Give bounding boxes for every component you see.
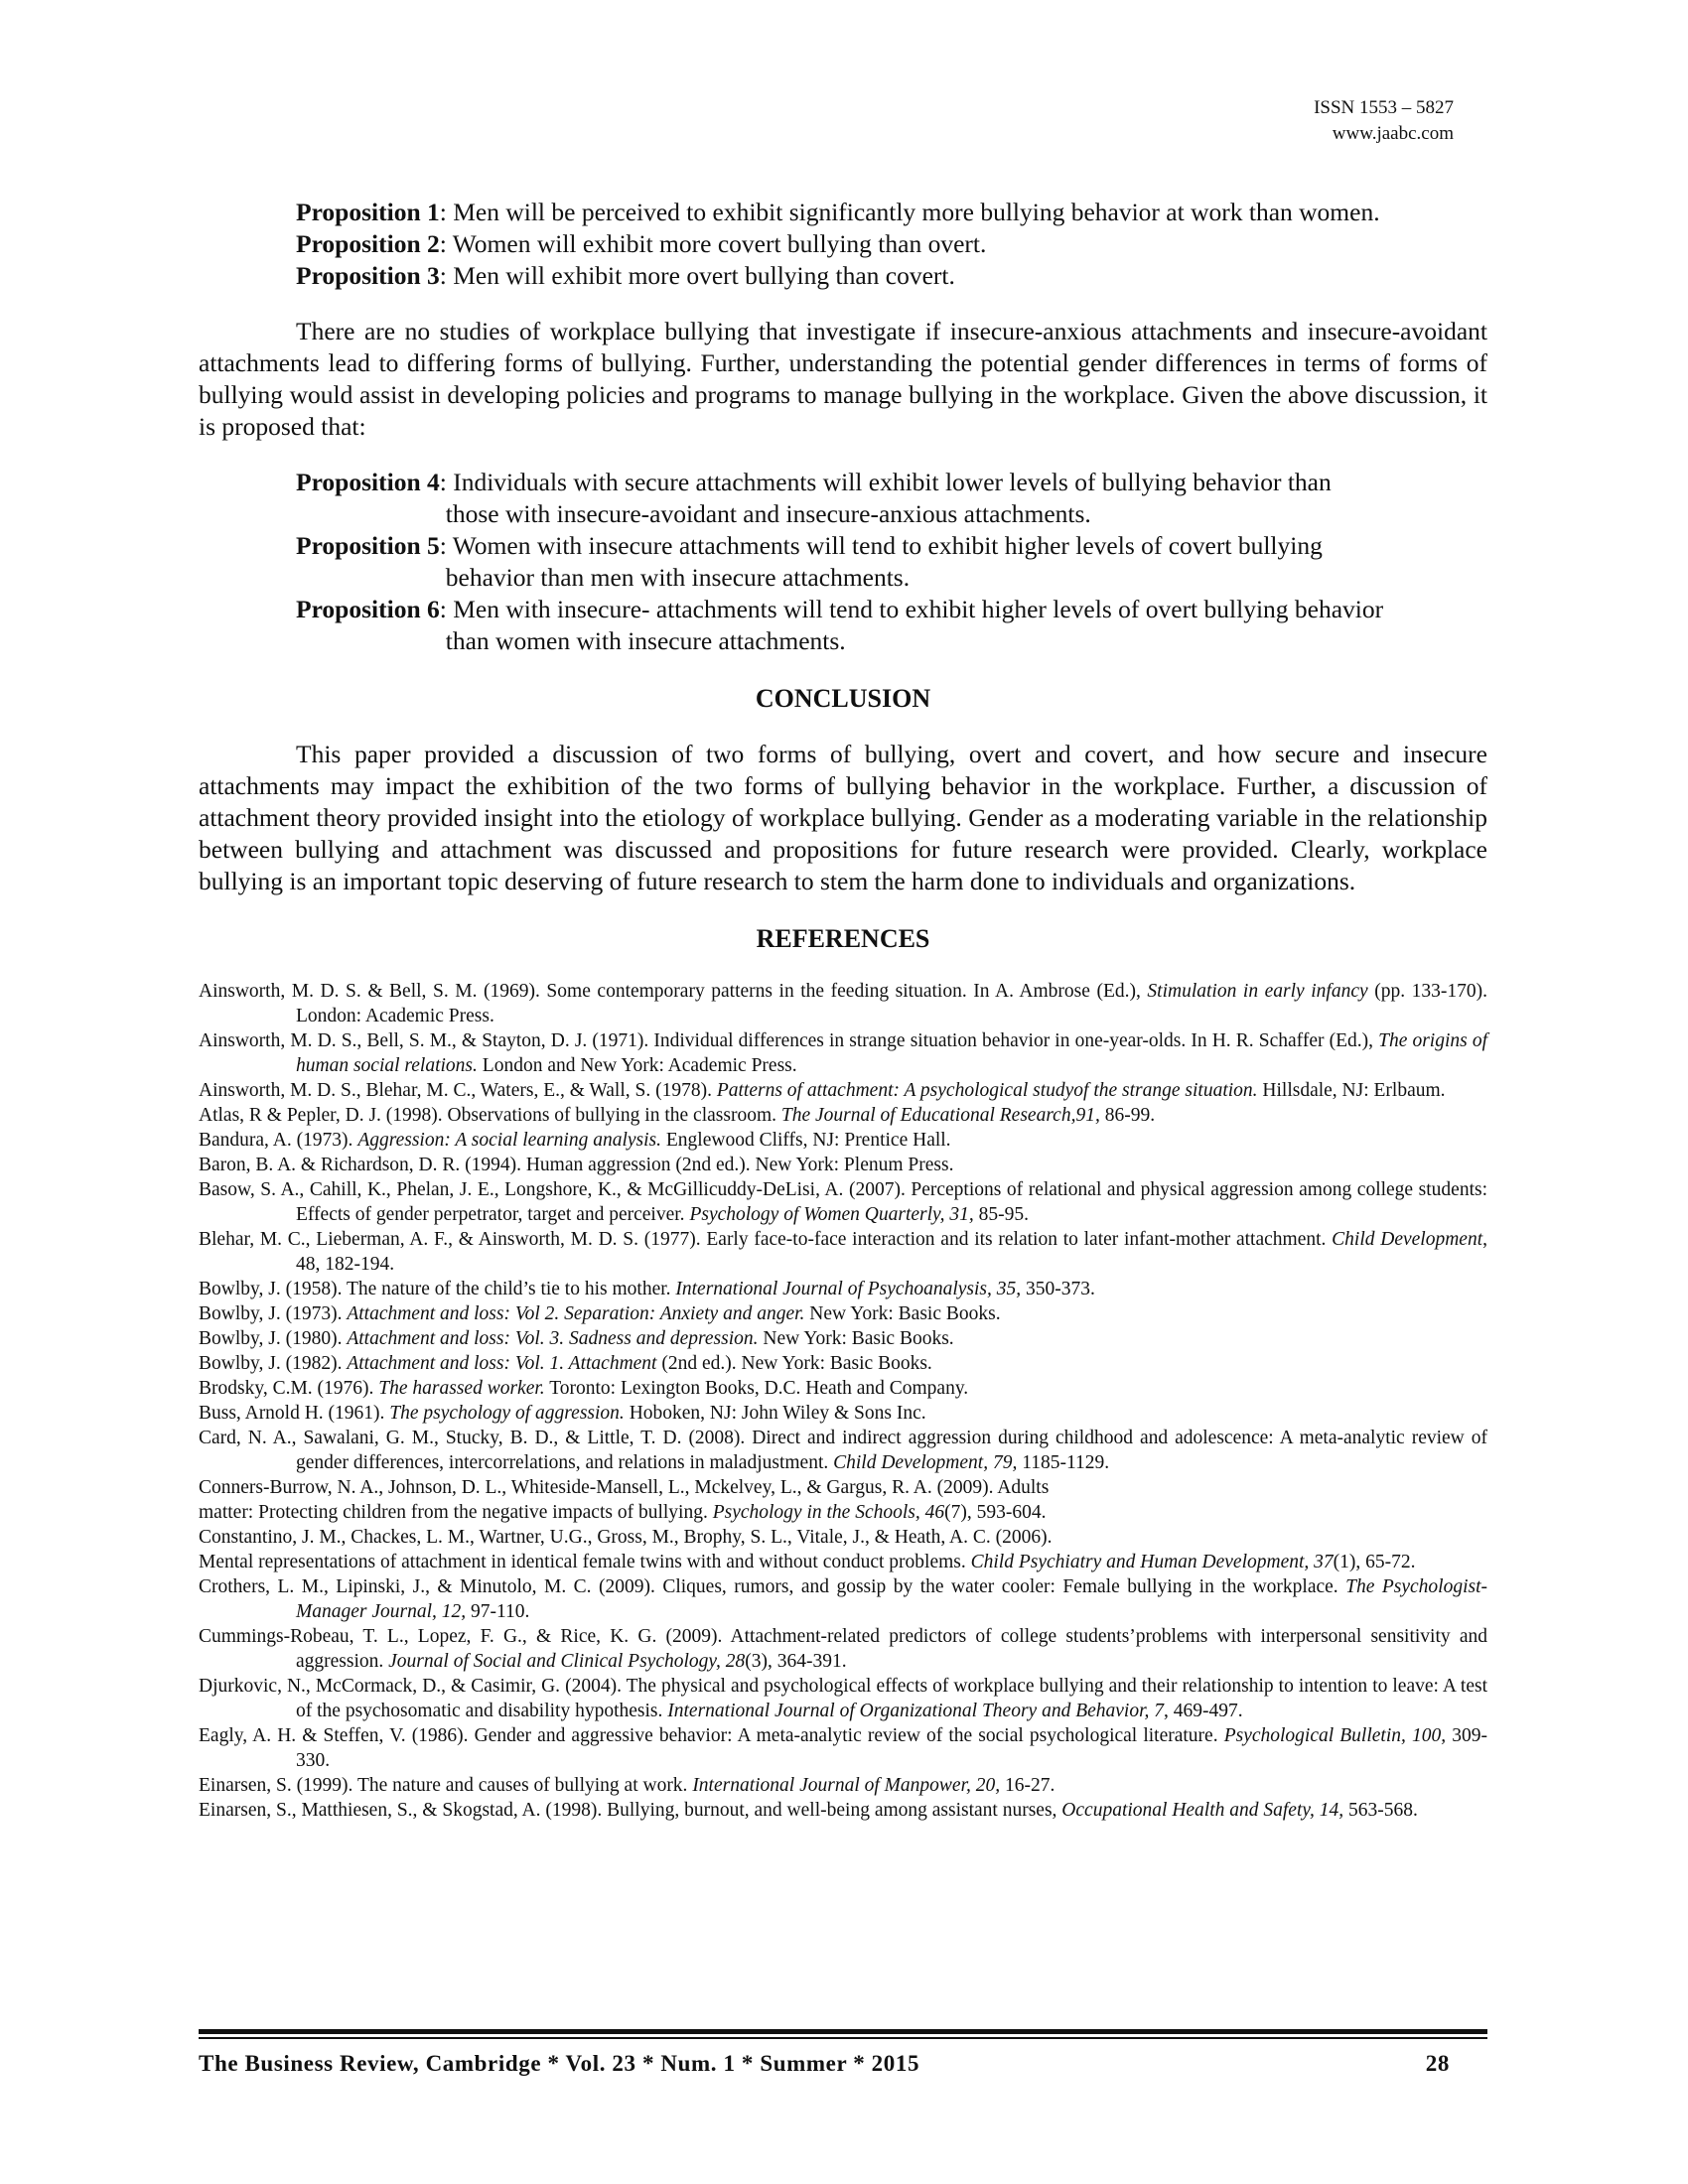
reference-tail: Englewood Cliffs, NJ: Prentice Hall. (661, 1130, 951, 1151)
reference-text: Bowlby, J. (1982). (199, 1353, 348, 1374)
reference-source-title: Psychology of Women Quarterly, 31, (689, 1204, 974, 1225)
footer-rule-thick (199, 2029, 1487, 2034)
reference-tail: Toronto: Lexington Books, D.C. Heath and Company. (544, 1378, 969, 1399)
reference-tail: , 48, 182-194. (296, 1229, 1487, 1275)
proposition-1 (296, 197, 1487, 228)
reference-entry (199, 1078, 1487, 1103)
reference-entry (199, 1426, 1487, 1475)
page-footer (199, 2051, 1450, 2077)
reference-tail: (1), 65-72. (1333, 1552, 1416, 1572)
reference-text: Blehar, M. C., Lieberman, A. F., & Ainsworth, M. D. S. (1977). Early face-to-face interaction and its relation to later infant-mother attachment. (199, 1229, 1333, 1250)
reference-entry (199, 1574, 1487, 1624)
reference-tail: 350-373. (1021, 1279, 1095, 1299)
proposition-continuation: those with insecure-avoidant and insecure-anxious attachments. (445, 499, 1091, 528)
proposition-text: : Individuals with secure attachments will exhibit lower levels of bullying behavior than (439, 468, 1332, 496)
reference-tail: 16-27. (1000, 1775, 1055, 1796)
reference-text: Ainsworth, M. D. S. & Bell, S. M. (1969). Some contemporary patterns in the feeding situation. In A. Ambrose (Ed.), (199, 981, 1148, 1002)
reference-tail: 86-99. (1099, 1105, 1156, 1126)
reference-tail: (3), 364-391. (745, 1651, 847, 1672)
reference-text: Einarsen, S., Matthiesen, S., & Skogstad, A. (1998). Bullying, burnout, and well-being among assistant nurses, (199, 1800, 1062, 1821)
reference-text: Atlas, R & Pepler, D. J. (1998). Observations of bullying in the classroom. (199, 1105, 781, 1126)
proposition-label: Proposition 3 (296, 261, 440, 290)
conclusion-paragraph: This paper provided a discussion of two forms of bullying, overt and covert, and how secure and insecure attachments may impact the exhibition of the two forms of bullying behavior in the workplace. Further, a discussion of attachment theory provided insight into the etiology of workplace bullying. Gender as a moderating variable in the relationship between bullying and attachment was discussed and propositions for future research were provided. Clearly, workplace bullying is an important topic deserving of future research to stem the harm done to individuals and organizations. (199, 740, 1487, 895)
proposition-2 (296, 228, 1487, 260)
proposition-text: : Women will exhibit more covert bullying than overt. (439, 229, 987, 258)
proposition-text: : Men will exhibit more overt bullying than covert. (439, 261, 955, 290)
reference-text: Djurkovic, N., McCormack, D., & Casimir, G. (2004). The physical and psychological effects of workplace bullying and their relationship to intention to leave: A test of the psychosomatic and disability hypothesis. (199, 1676, 1487, 1721)
reference-source-title: Aggression: A social learning analysis. (357, 1130, 661, 1151)
reference-tail: (2nd ed.). New York: Basic Books. (656, 1353, 932, 1374)
reference-tail: 97-110. (466, 1601, 530, 1622)
reference-entry (199, 1028, 1487, 1078)
reference-text: Cummings-Robeau, T. L., Lopez, F. G., & Rice, K. G. (2009). Attachment-related predictors of college students’problems with interpersonal sensitivity and aggression. (199, 1626, 1487, 1672)
reference-source-title: Patterns of attachment: A psychological studyof the strange situation. (716, 1080, 1258, 1101)
reference-text: Bowlby, J. (1980). (199, 1328, 348, 1349)
website-label: www.jaabc.com (1332, 123, 1454, 144)
reference-tail: London and New York: Academic Press. (477, 1055, 797, 1076)
reference-text: Brodsky, C.M. (1976). (199, 1378, 379, 1399)
reference-tail: 309-330. (296, 1725, 1487, 1771)
reference-entry (199, 1624, 1487, 1674)
reference-tail: New York: Basic Books. (758, 1328, 954, 1349)
proposition-label: Proposition 4 (296, 468, 440, 496)
reference-entry (199, 1277, 1487, 1301)
reference-tail: , 469-497. (1164, 1701, 1243, 1721)
proposition-label: Proposition 1 (296, 198, 440, 226)
proposition-text: : Men will be perceived to exhibit significantly more bullying behavior at work than women. (439, 198, 1380, 226)
proposition-text: : Women with insecure attachments will tend to exhibit higher levels of covert bullying (439, 531, 1323, 560)
reference-source-title: Occupational Health and Safety, 14, (1061, 1800, 1344, 1821)
reference-source-title: Child Development, 79, (833, 1452, 1018, 1473)
reference-source-title: Psychological Bulletin, 100, (1223, 1725, 1447, 1746)
proposition-label: Proposition 2 (296, 229, 440, 258)
reference-entry (199, 1376, 1487, 1401)
reference-tail: (pp. 133-170). London: Academic Press. (296, 981, 1487, 1026)
reference-text: Conners-Burrow, N. A., Johnson, D. L., Whiteside-Mansell, L., Mckelvey, L., & Gargus, R. A. (2009). Adults (199, 1477, 1050, 1498)
reference-text: Einarsen, S. (1999). The nature and causes of bullying at work. (199, 1775, 693, 1796)
reference-source-title: Child Psychiatry and Human Development, 37 (970, 1552, 1334, 1572)
reference-entry (199, 1301, 1487, 1326)
reference-entry (199, 1351, 1487, 1376)
reference-tail: New York: Basic Books. (804, 1303, 1001, 1324)
reference-entry (199, 1674, 1487, 1723)
reference-text: Eagly, A. H. & Steffen, V. (1986). Gender and aggressive behavior: A meta-analytic review of the social psychological literature. (199, 1725, 1224, 1746)
proposition-label: Proposition 6 (296, 595, 440, 623)
reference-source-title: The harassed worker. (378, 1378, 545, 1399)
references-heading: REFERENCES (756, 924, 930, 953)
reference-tail: 1185-1129. (1017, 1452, 1110, 1473)
reference-entry (199, 1525, 1487, 1550)
proposition-text: : Men with insecure- attachments will tend to exhibit higher levels of overt bullying behavior (439, 595, 1384, 623)
reference-text: Mental representations of attachment in identical female twins with and without conduct problems. (199, 1552, 971, 1572)
reference-source-title: Stimulation in early infancy (1147, 981, 1368, 1002)
reference-text: Ainsworth, M. D. S., Bell, S. M., & Stayton, D. J. (1971). Individual differences in strange situation behavior in one-year-olds. In H. R. Schaffer (Ed.), (199, 1030, 1379, 1051)
page-header (1314, 95, 1454, 147)
reference-text: Constantino, J. M., Chackes, L. M., Wartner, U.G., Gross, M., Brophy, S. L., Vitale, J., & Heath, A. C. (2006). (199, 1527, 1053, 1548)
reference-text: matter: Protecting children from the negative impacts of bullying. (199, 1502, 713, 1523)
reference-entry (199, 1798, 1487, 1823)
reference-entry (199, 1103, 1487, 1128)
footer-rule-thin (199, 2037, 1487, 2039)
reference-entry (199, 1326, 1487, 1351)
reference-tail: (7), 593-604. (944, 1502, 1047, 1523)
reference-text: Bandura, A. (1973). (199, 1130, 358, 1151)
body-paragraph: There are no studies of workplace bullying that investigate if insecure-anxious attachments and insecure-avoidant attachments lead to differing forms of bullying. Further, understanding the potential gender differences in terms of forms of bullying would assist in developing policies and programs to manage bullying in the workplace. Given the above discussion, it is proposed that: (199, 317, 1487, 441)
reference-text: Baron, B. A. & Richardson, D. R. (1994). Human aggression (2nd ed.). New York: Plenum Press. (199, 1155, 954, 1175)
reference-source-title: Attachment and loss: Vol. 1. Attachment (347, 1353, 657, 1374)
reference-text: Bowlby, J. (1958). The nature of the child’s tie to his mother. (199, 1279, 676, 1299)
reference-source-title: Child Development (1332, 1229, 1483, 1250)
references-list (199, 979, 1487, 1823)
reference-source-title: Journal of Social and Clinical Psychology, 28 (388, 1651, 746, 1672)
reference-source-title: International Journal of Organizational Theory and Behavior, 7 (667, 1701, 1165, 1721)
proposition-continuation: than women with insecure attachments. (445, 626, 846, 655)
proposition-4 (296, 467, 1487, 530)
reference-entry (199, 1475, 1487, 1500)
reference-text: Buss, Arnold H. (1961). (199, 1403, 390, 1424)
reference-tail: 563-568. (1343, 1800, 1418, 1821)
proposition-3 (296, 260, 1487, 292)
reference-entry (199, 1227, 1487, 1277)
issn-label: ISSN 1553 – 5827 (1314, 97, 1454, 118)
reference-entry (199, 1401, 1487, 1426)
reference-source-title: International Journal of Psychoanalysis, 35, (675, 1279, 1022, 1299)
proposition-label: Proposition 5 (296, 531, 440, 560)
reference-text: Crothers, L. M., Lipinski, J., & Minutolo, M. C. (2009). Cliques, rumors, and gossip by the water cooler: Female bullying in the workplace. (199, 1576, 1346, 1597)
reference-entry (199, 1177, 1487, 1227)
reference-entry (199, 1153, 1487, 1177)
reference-entry (199, 1500, 1487, 1525)
reference-source-title: Psychology in the Schools, 46 (712, 1502, 945, 1523)
reference-text: Ainsworth, M. D. S., Blehar, M. C., Waters, E., & Wall, S. (1978). (199, 1080, 717, 1101)
reference-tail: Hillsdale, NJ: Erlbaum. (1257, 1080, 1446, 1101)
propositions-group-2 (296, 467, 1487, 657)
page-number: 28 (1425, 2051, 1450, 2076)
reference-entry (199, 1550, 1487, 1574)
reference-source-title: Attachment and loss: Vol. 3. Sadness and depression. (347, 1328, 759, 1349)
reference-source-title: The origins of human social relations. (296, 1030, 1487, 1076)
journal-citation: The Business Review, Cambridge * Vol. 23 * Num. 1 * Summer * 2015 (199, 2051, 920, 2076)
proposition-6 (296, 594, 1487, 657)
conclusion-heading: CONCLUSION (755, 684, 931, 713)
reference-source-title: International Journal of Manpower, 20, (692, 1775, 1001, 1796)
proposition-5 (296, 530, 1487, 594)
reference-source-title: The psychology of aggression. (389, 1403, 625, 1424)
reference-entry (199, 1723, 1487, 1773)
reference-text: Basow, S. A., Cahill, K., Phelan, J. E., Longshore, K., & McGillicuddy-DeLisi, A. (2007). Perceptions of relational and physical aggression among college students: Effects of gender perpetrator, target and perceiver. (199, 1179, 1487, 1225)
reference-entry (199, 1128, 1487, 1153)
reference-tail: 85-95. (973, 1204, 1030, 1225)
reference-text: Card, N. A., Sawalani, G. M., Stucky, B. D., & Little, T. D. (2008). Direct and indirect aggression during childhood and adolescence: A meta-analytic review of gender differences, intercorrelations, and relations in maladjustment. (199, 1428, 1487, 1473)
proposition-continuation: behavior than men with insecure attachments. (445, 563, 911, 592)
reference-source-title: The Journal of Educational Research,91, (780, 1105, 1100, 1126)
reference-source-title: Attachment and loss: Vol 2. Separation: Anxiety and anger. (347, 1303, 805, 1324)
page-body (199, 197, 1487, 1823)
reference-entry (199, 979, 1487, 1028)
reference-entry (199, 1773, 1487, 1798)
reference-source-title: The Psychologist-Manager Journal, 12, (296, 1576, 1487, 1622)
reference-text: Bowlby, J. (1973). (199, 1303, 348, 1324)
reference-tail: Hoboken, NJ: John Wiley & Sons Inc. (624, 1403, 926, 1424)
propositions-group-1 (296, 197, 1487, 292)
